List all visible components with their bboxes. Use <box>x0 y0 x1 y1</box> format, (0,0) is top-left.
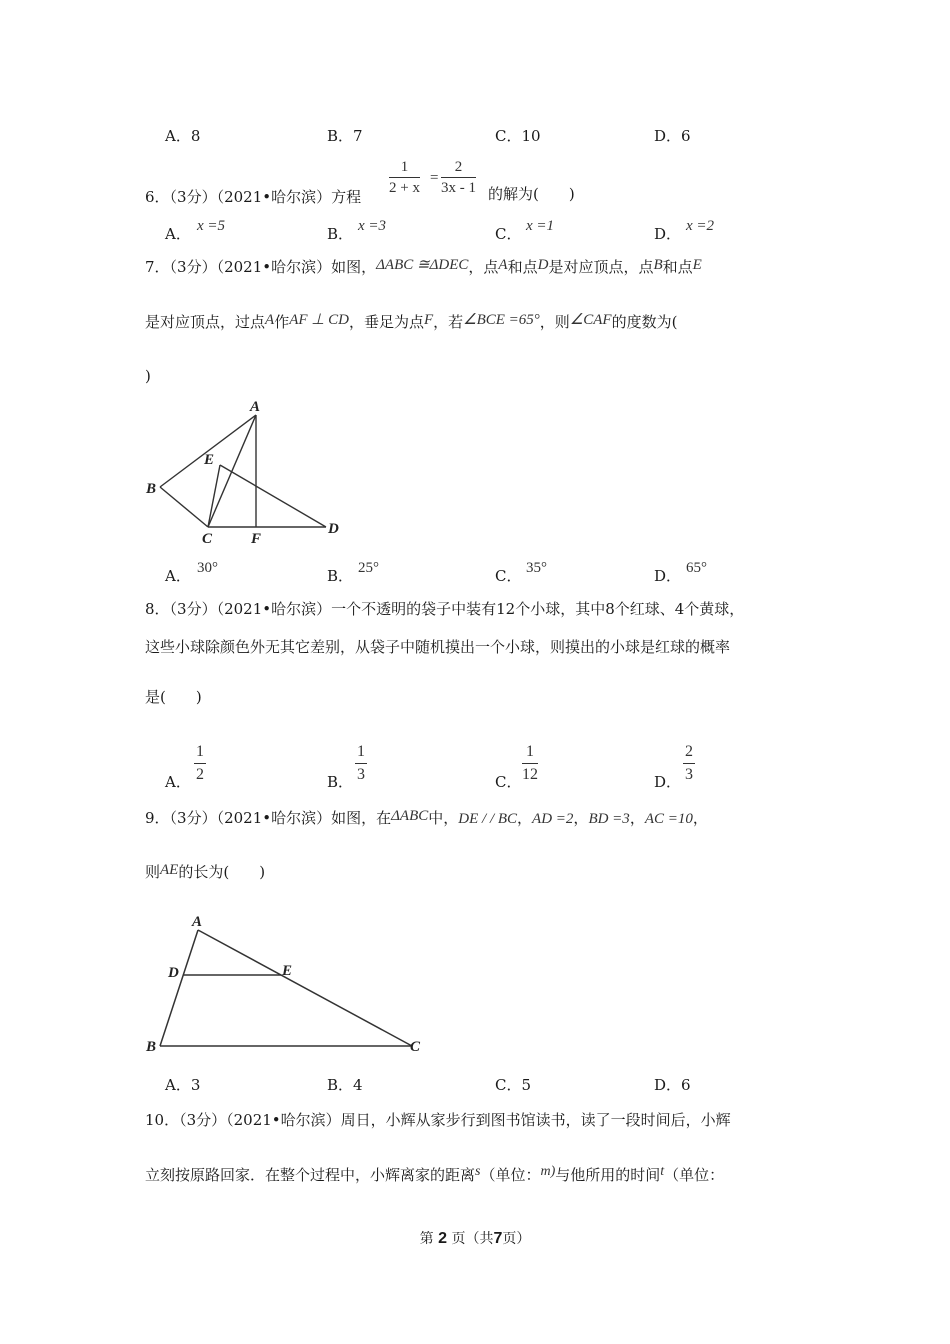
q6-option-a-value: x =5 <box>197 218 226 234</box>
q9-text-6: ， <box>692 809 708 827</box>
q7-option-a-label: A． <box>165 567 191 585</box>
q6-option-a-label: A． <box>165 225 191 243</box>
footer-page-number: 2 <box>438 1230 447 1247</box>
q8-option-c-fraction <box>522 742 538 785</box>
q7-text-1: 7．（3分）（2021•哈尔滨）如图， <box>145 258 377 276</box>
q6-option-b-value: x =3 <box>358 218 387 234</box>
q8-option-a-fraction <box>194 742 206 785</box>
q9-label-e: E <box>282 963 293 979</box>
q9-option-c: C．5 <box>495 1076 532 1094</box>
segment-ed <box>220 465 326 527</box>
q9-l2-text-1: 则 <box>145 863 161 881</box>
q8-option-c-den: 12 <box>522 766 538 783</box>
q6-frac-right-num: 2 <box>441 158 476 178</box>
q7-option-b-label: B． <box>327 567 354 585</box>
q7-label-c: C <box>202 531 213 547</box>
q7-l2-text-2: 作 <box>274 313 290 331</box>
q8-option-d-den: 3 <box>685 766 693 783</box>
q8-option-d-fraction <box>683 742 695 785</box>
q7-figure <box>140 395 350 550</box>
q9-math-parallel: DE / / BC <box>458 811 518 827</box>
q7-label-e: E <box>204 452 215 468</box>
q6-option-c-label: C． <box>495 225 522 243</box>
q7-math-e: E <box>692 257 702 273</box>
q9-text-3: ， <box>517 809 533 827</box>
footer-middle: 页（共 <box>451 1231 494 1247</box>
page-footer <box>0 1228 950 1248</box>
q8-option-b-fraction <box>355 742 367 785</box>
q7-l2-math-angle-bce: ∠BCE =65° <box>463 312 540 328</box>
segment-ac <box>208 415 256 527</box>
q8-line-3: 是( ) <box>145 688 202 706</box>
q7-text-3: 和点 <box>507 258 538 276</box>
q7-option-c-label: C． <box>495 567 522 585</box>
q10-l2-math-t: t <box>660 1164 665 1179</box>
q7-option-c-value: 35° <box>526 560 547 576</box>
q7-math-a: A <box>498 257 508 273</box>
q9-label-c: C <box>410 1039 421 1055</box>
q8-option-c-num: 1 <box>522 742 538 764</box>
segment-bc <box>160 487 208 527</box>
q6-stem: 6．（3分）（2021•哈尔滨）方程 <box>145 188 362 206</box>
q10-l2-text-4: （单位： <box>664 1166 725 1184</box>
segment-ec <box>208 465 220 527</box>
q9-option-b: B．4 <box>327 1076 363 1094</box>
q8-option-b-label: B． <box>327 773 354 791</box>
q8-option-c-label: C． <box>495 773 522 791</box>
q7-option-d-label: D． <box>654 567 682 585</box>
segment-ba <box>160 415 256 487</box>
q10-line-2 <box>145 1164 724 1185</box>
q9-math-ad: AD =2 <box>532 811 574 827</box>
q7-label-a: A <box>250 399 261 415</box>
q9-text-5: ， <box>629 809 645 827</box>
q9-label-d: D <box>168 965 179 981</box>
q8-option-d-label: D． <box>654 773 682 791</box>
q5-option-d: D．6 <box>654 127 691 145</box>
q10-l2-text-3: 与他所用的时间 <box>555 1166 661 1184</box>
q9-option-d: D．6 <box>654 1076 691 1094</box>
q7-math-congruent: ΔABC ≅ΔDEC <box>376 257 469 273</box>
q9-figure <box>140 905 430 1060</box>
q9-text-2: 中， <box>428 809 459 827</box>
q10-l2-math-m: m) <box>540 1164 556 1179</box>
q9-math-bd: BD =3 <box>588 811 630 827</box>
q8-option-b-den: 3 <box>357 766 365 783</box>
q8-option-d-num: 2 <box>683 742 695 764</box>
segment-ac <box>198 930 412 1046</box>
footer-suffix: 页） <box>502 1231 531 1247</box>
q6-tail: 的解为( ) <box>488 185 575 203</box>
q8-option-a-label: A． <box>165 773 191 791</box>
q9-l2-text-2: 的长为( ) <box>178 863 266 881</box>
q7-l2-text-1: 是对应顶点，过点 <box>145 313 266 331</box>
q7-text-4: 是对应顶点，点 <box>548 258 654 276</box>
q10-line-1: 10．（3分）（2021•哈尔滨）周日，小辉从家步行到图书馆读书，读了一段时间后，小辉 <box>145 1111 731 1129</box>
q7-l2-text-5: ，则 <box>539 313 570 331</box>
footer-total-pages: 7 <box>493 1230 503 1247</box>
q9-figure-lines <box>160 930 412 1046</box>
q6-fraction-right <box>441 158 476 197</box>
q7-math-d: D <box>537 257 549 273</box>
q6-option-b-label: B． <box>327 225 354 243</box>
q9-line-1 <box>145 807 708 828</box>
q9-option-a: A．3 <box>165 1076 201 1094</box>
q8-option-a-den: 2 <box>196 766 204 783</box>
q7-math-b: B <box>653 257 663 273</box>
q9-math-ac: AC =10 <box>644 811 693 827</box>
footer-prefix: 第 <box>419 1231 434 1247</box>
q7-l2-math-a: A <box>265 312 275 328</box>
q10-l2-text-2: （单位： <box>480 1166 541 1184</box>
q9-math-triangle: ΔABC <box>391 808 429 824</box>
q9-text-1: 9．（3分）（2021•哈尔滨）如图，在 <box>145 809 392 827</box>
q6-frac-left-num: 1 <box>389 158 420 178</box>
q6-fraction-left <box>389 158 420 197</box>
q6-option-d-value: x =2 <box>686 218 715 234</box>
q7-figure-lines <box>160 415 326 527</box>
q5-option-a: A．8 <box>165 127 201 145</box>
q7-line-2 <box>145 311 677 332</box>
q9-line-2 <box>145 861 265 882</box>
q9-text-4: ， <box>573 809 589 827</box>
q8-option-b-num: 1 <box>355 742 367 764</box>
q8-line-1: 8．（3分）（2021•哈尔滨）一个不透明的袋子中装有12个小球，其中8个红球、4个黄球， <box>145 600 745 618</box>
q7-l2-text-6: 的度数为( <box>611 313 678 331</box>
q7-l2-text-4: ，若 <box>433 313 464 331</box>
q7-l2-math-perp: AF ⊥ CD <box>289 312 349 328</box>
q7-option-b-value: 25° <box>358 560 379 576</box>
q7-label-d: D <box>328 521 339 537</box>
q10-l2-text-1: 立刻按原路回家．在整个过程中，小辉离家的距离 <box>145 1166 476 1184</box>
q5-option-c: C．10 <box>495 127 541 145</box>
q10-l2-math-s: s <box>475 1164 481 1179</box>
q7-option-d-value: 65° <box>686 560 707 576</box>
q9-l2-math-ae: AE <box>160 862 179 878</box>
q6-option-d-label: D． <box>654 225 682 243</box>
q7-line-3: ) <box>145 367 151 385</box>
q9-label-b: B <box>146 1039 157 1055</box>
q6-equals: = <box>430 170 439 186</box>
q6-frac-right-den: 3x - 1 <box>441 180 476 196</box>
q7-l2-math-angle-caf: ∠CAF <box>569 312 612 328</box>
q7-line-1 <box>145 256 702 277</box>
q6-option-c-value: x =1 <box>526 218 555 234</box>
q7-label-b: B <box>146 481 157 497</box>
q7-text-2: ，点 <box>468 258 499 276</box>
q5-option-b: B．7 <box>327 127 363 145</box>
q6-frac-left-den: 2 + x <box>389 180 420 196</box>
q7-text-5: 和点 <box>662 258 693 276</box>
segment-ab <box>160 930 198 1046</box>
q9-label-a: A <box>192 914 203 930</box>
q7-l2-math-f: F <box>423 312 434 328</box>
q7-option-a-value: 30° <box>197 560 218 576</box>
q7-label-f: F <box>251 531 262 547</box>
q8-line-2: 这些小球除颜色外无其它差别，从袋子中随机摸出一个小球，则摸出的小球是红球的概率 <box>145 638 731 656</box>
q7-l2-text-3: ，垂足为点 <box>348 313 424 331</box>
q8-option-a-num: 1 <box>194 742 206 764</box>
